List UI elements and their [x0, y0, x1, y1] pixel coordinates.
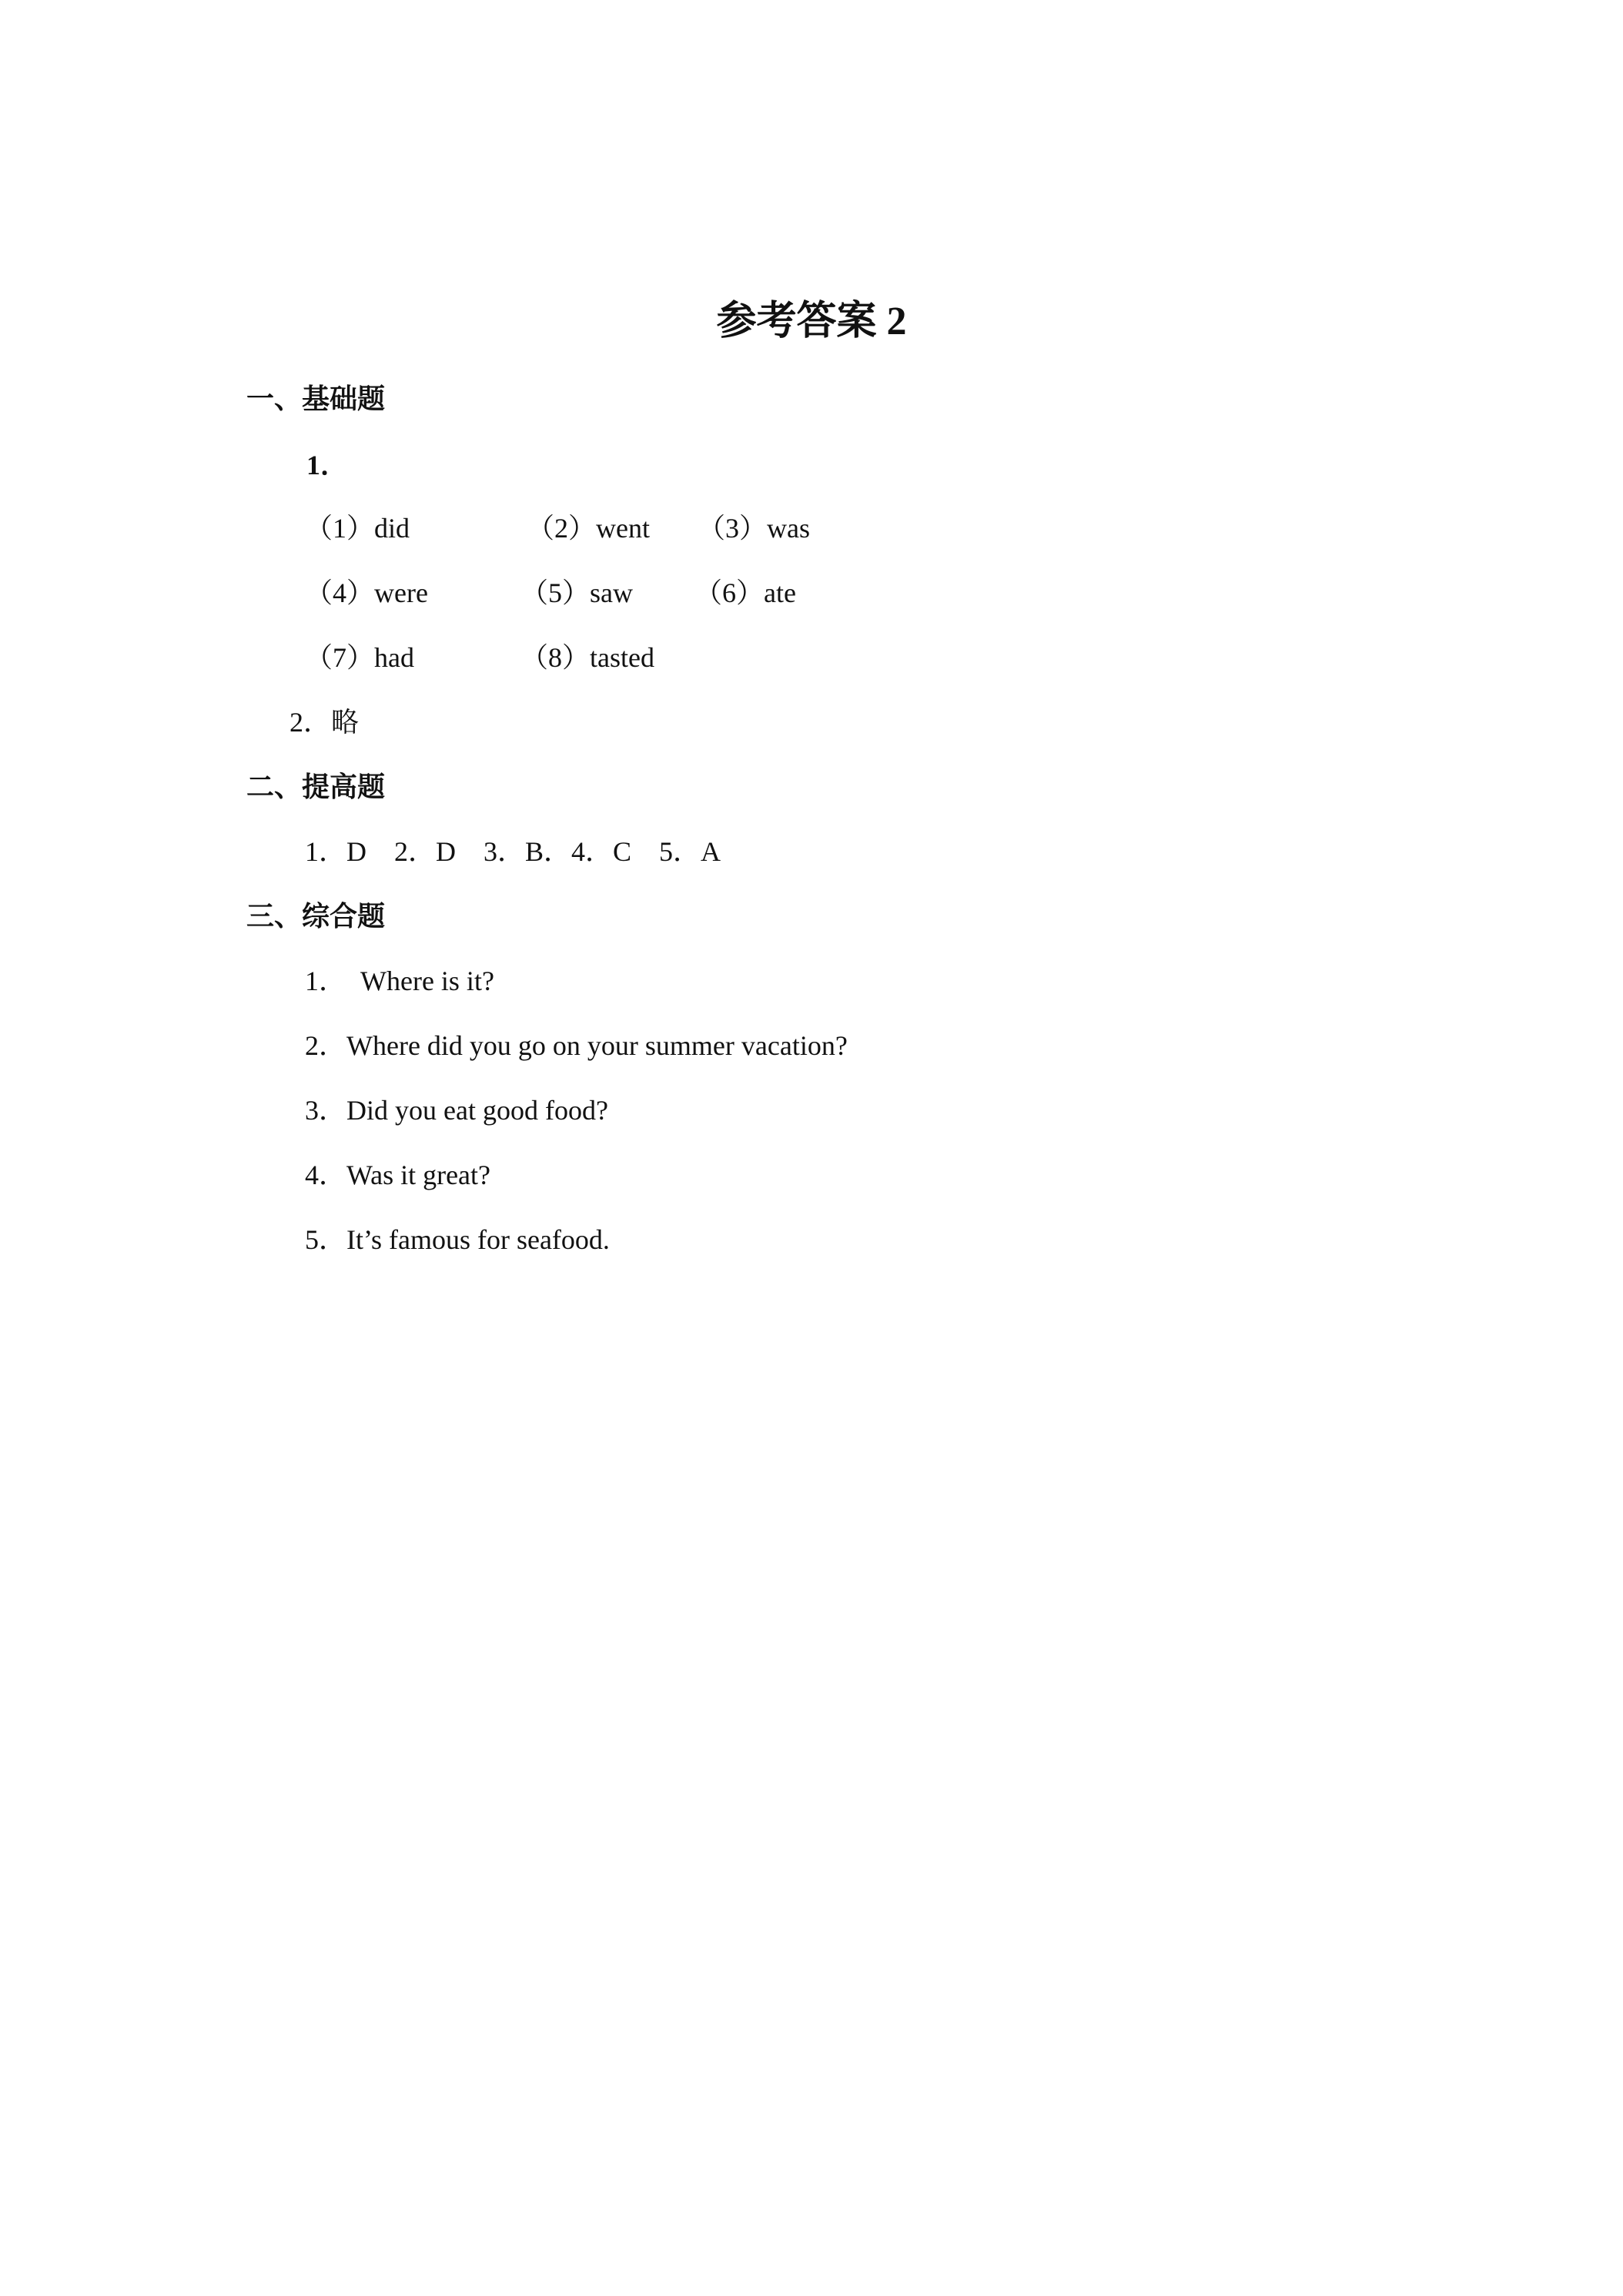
question-2-answer: 2．略 [289, 707, 360, 738]
list-item: 5．It’s famous for seafood. [305, 1224, 610, 1255]
multiple-choice-answers: 1．D 2．D 3．B．4．C 5．A [305, 836, 721, 867]
section-heading-comprehensive: 三、综合题 [246, 901, 386, 932]
section-heading-advanced: 二、提高题 [246, 771, 386, 802]
page-title: 参考答案 2 [716, 300, 907, 343]
answer-item: （5）saw [520, 577, 633, 608]
answer-item: （6）ate [694, 577, 796, 608]
list-item: 2．Where did you go on your summer vacation? [305, 1030, 848, 1061]
answer-item: （7）had [305, 642, 414, 673]
answer-item: （3）was [698, 513, 810, 544]
answer-item: （2）went [527, 513, 650, 544]
answer-item: （1）did [305, 513, 410, 544]
list-item: 3．Did you eat good food? [305, 1095, 608, 1126]
answer-item: （4）were [305, 577, 428, 608]
list-item: 4．Was it great? [305, 1160, 491, 1190]
section-heading-basic: 一、基础题 [246, 383, 386, 414]
list-item: 1． Where is it? [305, 966, 494, 996]
answer-item: （8）tasted [520, 642, 654, 673]
question-1-label: 1． [306, 450, 349, 480]
